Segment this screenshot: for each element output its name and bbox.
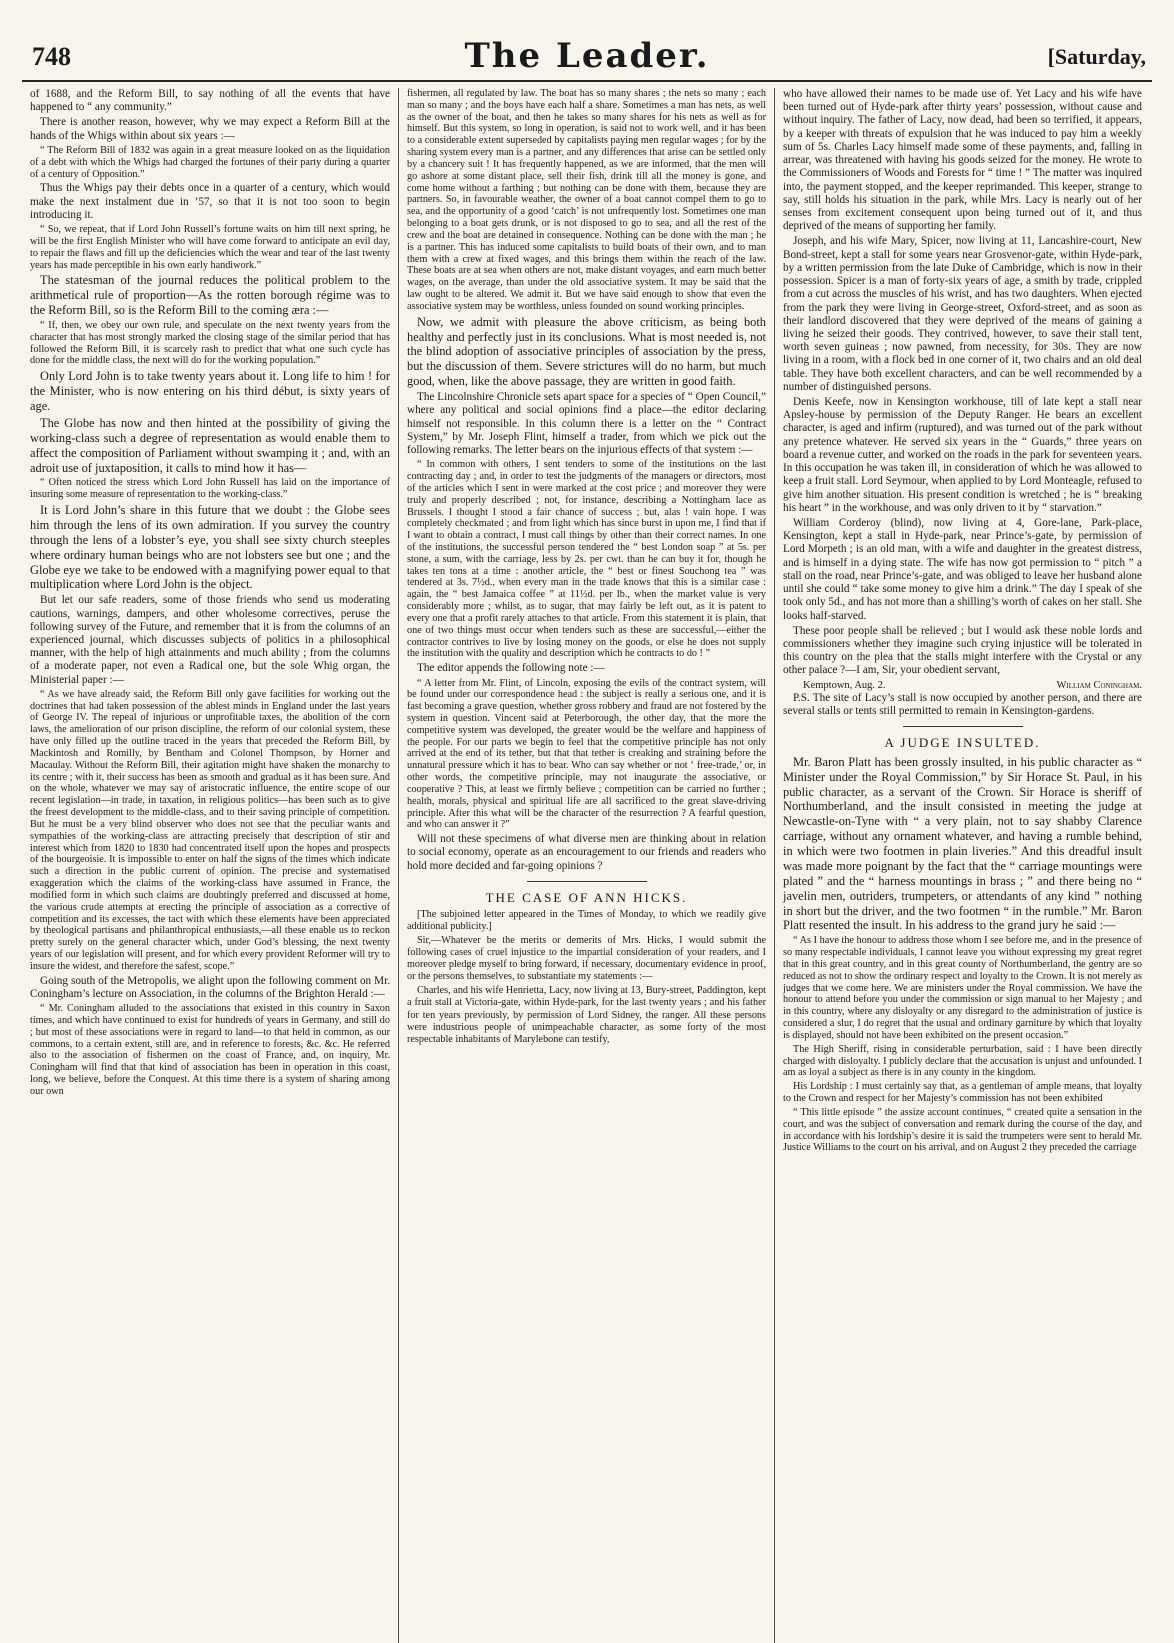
- paragraph: Will not these specimens of what diverse men are thinking about in relation to social economy, operate as an encouragement to our friends and readers who hold more decided and far-going opinions ?: [407, 833, 766, 872]
- column-3: [774, 88, 1150, 1643]
- paragraph: The High Sheriff, rising in considerable perturbation, said : I have been directly charged with disloyalty. I publicly declare that the accusation is unjust and unfounded. I am as loyal a subject as there is in any county in the kingdom.: [783, 1043, 1142, 1079]
- signature: [783, 680, 1142, 692]
- quotation: “ As I have the honour to address those whom I see before me, and in the presence of so many respectable individuals, I cannot leave you without expressing my great regret that in this great country, and in this great county of Northumberland, the gentry are so reduced as not to show the ordinary respect and loyalty to the Crown. It is not merely as judges that we come here. We are ministers under the Royal commission. We have the honour to attend before you under the commission or sign manual to her Majesty ; and in this country, where any disloyalty or any disregard to the administration of justice is considered a slur, I do regret that the usual and ordinary garniture by which that loyalty is displayed, should not have been exhibited on the present occasion.”: [783, 935, 1142, 1041]
- quotation: “ This little episode ” the assize account continues, “ created quite a sensation in the court, and was the subject of conversation and remark during the course of the day, and in accordance with his lordship’s desire it is said the trumpeters were sent to herald Mr. Justice Williams to the court on his arrival, and on August 2 they preceded the carriage: [783, 1106, 1142, 1154]
- quotation: “ If, then, we obey our own rule, and speculate on the next twenty years from the character that has most strongly marked the closing stage of the similar period that has followed the Reform Bill, it is scarcely rash to predict that what one such cycle has done for the middle class, the next will do for the working population.”: [30, 319, 390, 367]
- paragraph: Now, we admit with pleasure the above criticism, as being both healthy and perfectly just in its conclusions. What is most needed is, not the blind adoption of associative principles of association by the press, but the discussion of them. Severe strictures will do no harm, but much good, when, like the above passage, they are written in good faith.: [407, 314, 766, 389]
- letter-paragraph: Denis Keefe, now in Kensington workhouse, till of late kept a stall near Apsley-house by permission of the Deputy Ranger. He bears an excellent character, is aged and infirm (ruptured), and was turned out of the park without any pretence whatever. He served six years in the “ Guards,” three years on board a revenue cutter, and worked on the roads in the park for seventeen years. In this occupation he was taken ill, in consideration of which he was allowed to keep a fruit stall. Lord Seymour, when applied to by Lord Monteagle, refused to give him another situation. His present condition is wretched ; he is “ breaking his heart ” in the workhouse, and was only driven to it by “ starvation.”: [783, 396, 1142, 514]
- paragraph: The Globe has now and then hinted at the possibility of giving the working-class such a degree of representation as would enable them to affect the composition of Parliament without swamping it ; and, with an adroit use of juxtaposition, it calls to mind how it has—: [30, 415, 390, 475]
- paragraph: The Lincolnshire Chronicle sets apart space for a species of “ Open Council,” where any political and social opinions find a place—the editor declaring himself not responsible. In this column there is a letter on the “ Contract System,” by Mr. Joseph Flint, himself a trader, from which we pick out the following remarks. The letter bears on the injurious effects of that system :—: [407, 391, 766, 456]
- column-2: [398, 88, 774, 1643]
- quotation: “ So, we repeat, that if Lord John Russell’s fortune waits on him till next spring, he will be the first English Minister who will have come forward to anticipate an evil day, to repair the flaws and fill up the deficiencies which the wear and tear of the last twenty years has made perceptible in his own early handiwork.”: [30, 224, 390, 271]
- section-heading: A JUDGE INSULTED.: [884, 735, 1041, 751]
- quotation: “ A letter from Mr. Flint, of Lincoln, exposing the evils of the contract system, will be found under our correspondence head : the subject is really a serious one, and it is fast becoming a grave question, whether gross robbery and fraud are not fostered by the system in question. Vincent said at Peterborough, the other day, that the more the competitive system was developed, the greater would be the welfare and happiness of the people. For our parts we begin to feel that the competitive principle has not only arrived at the end of its tether, but that that tether is creaking and straining before the unnatural pressure which it has to bear. Who can say whether or not ‘ free-trade,’ or, in other words, the competitive principle, may not inaugurate the associative, or cooperative ? This, at least we firmly believe ; competition can be carried no further ; health, morals, physical and spiritual life are all sacrificed to the great slave-driving principle. After this what will be the character of the resurrection ? A fearful question, and who can answer it ?”: [407, 677, 766, 831]
- letter-paragraph: These poor people shall be relieved ; but I would ask these noble lords and commissioners whether they imagine such crying injustice will be tolerated in this country on the plea that the stalls might interfere with the Crystal or any other palace ?—I am, Sir, your obedient servant,: [783, 624, 1142, 677]
- editorial-note: [The subjoined letter appeared in the Times of Monday, to which we readily give additional publicity.]: [407, 909, 766, 933]
- quotation: “ Mr. Coningham alluded to the associations that existed in this country in Saxon times, and which have continued to exist for hundreds of years in Germany, and still do ; but most of these associations were in regard to land—to that held in common, as our commons, to a certain extent, still are, and in reference to forests, &c. &c. He referred also to the association of fishermen on the coast of France, and, on inquiry, Mr. Coningham will find that that kind of association has been in operation in this coast, long, we believe, before the Conquest. At this time there is a system of sharing among our own: [30, 1003, 390, 1097]
- quotation: “ Often noticed the stress which Lord John Russell has laid on the importance of insuring some measure of representation to the working-class.”: [30, 477, 390, 501]
- paragraph: The editor appends the following note :—: [417, 662, 605, 675]
- paragraph: But let our safe readers, some of those friends who send us moderating cautions, warnings, dampers, and other wholesome correctives, peruse the following survey of the Future, and remember that it is from the columns of an experienced journal, which discusses subjects of politics in a philosophical manner, with the help of high attainments and much ability ; from the columns of a moderate paper, not even a Radical one, but the sole Whig organ, the Ministerial paper :—: [30, 594, 390, 686]
- quotation: “ In common with others, I sent tenders to some of the institutions on the last contracting day ; and, in order to test the judgments of the managers or directors, most of the articles which I sent in were marked at the cost price ; and moreover they were truly and properly described ; not, for instance, describing a Nottingham lace as Brussels. I thought I stood a fair chance of success ; but, alas ! vain hope. I was completely checkmated ; and from light which has since burst in upon me, I find that if I want to obtain a contract, I must call things by other than their correct names. In one of the institutions, the successful person tendered the “ best London soap ” at 5s. per stone, a sum, with the carriage, less by 2s. per cwt. than he can buy it for, though he takes ten tons at a time : another article, the “ best or finest Souchong tea ” was tendered at 3s. 7½d., when every man in the trade knows that this is a similar case : again, the “ best Jamaica coffee ” at 11½d. per lb., when the market value is very considerably more ; whilst, as to sugar, that may fairly be left out, as it is patent to every one that a profit rarely attaches to that article. From this statement it is plain, that one of two things must occur when tenders such as these are successful,—either the contractor contrives to live by losing money on the goods, or else he does not supply the institution with the quality and description which he contracts to do ! ”: [407, 459, 766, 660]
- letter-paragraph: who have allowed their names to be made use of. Yet Lacy and his wife have been turned out of Hyde-park after thirty years’ possession, without cause and without inquiry. The father of Lacy, now dead, had been so terrified, it appears, by a keeper with threats of expulsion that he was induced to pay him a weekly sum of 5s. Charles Lacy himself made some of these payments, and, falling in arrear, was threatened with having his goods seized for the money. He wrote to the Commissioners of Woods and Forests for “ time ! ” The matter was inquired into, the payment stopped, and the keeper reprimanded. This keeper, strange to say, still holds his situation in the park, while Mrs. Lacy is nearly out of her senses from excitement consequent upon being turned out of it, and thus deprived of the means of supporting her family.: [783, 88, 1142, 233]
- section-heading: THE CASE OF ANN HICKS.: [485, 889, 688, 905]
- newspaper-title: The Leader.: [464, 36, 710, 76]
- signature-name: William Coningham.: [1056, 679, 1142, 691]
- section-rule: [527, 881, 647, 882]
- paragraph: There is another reason, however, why we may expect a Reform Bill at the hands of the Whigs within about six years :—: [30, 116, 390, 142]
- quotation: fishermen, all regulated by law. The boat has so many shares ; the nets so many ; each man so many ; and the boys have each half a share. Sometimes a man has nets, as well as the owner of the boat, and then he takes so many shares for his nets as well as for himself. But this system, so long in operation, is said not to work well, and it has been to a considerable extent superseded by capitalists paying men regular wages ; for by the sharing system every man is a partner, and any differences that arise can be settled only by a chancery suit ! It has frequently happened, as we are informed, that the men will go ashore at some distant place, sell their fish, drink till all the money is gone, and come home without a farthing ; but nothing can be done with them, because they are partners. So, in favourable weather, the owner of a boat cannot compel them to go to sea, and the opportunity of a good ‘catch’ is not unfrequently lost. Sometimes one man belonging to a boat gets drunk, or is not disposed to go to sea, and all the rest of the crew and the boat are detained in consequence. Nothing can be done with the man ; he is a partner. This has induced some capitalists to build boats of their own, and to man them with a crew at fixed wages, and this brings them within the reach of the law. These boats are at sea when others are not, make distant voyages, and earn much better wages, on the average, than under the old associative system. It may be said that the law ought to be altered. We admit it. But we have said enough to show that even the associative system may be worthless, unless founded on sound working principles.: [407, 88, 766, 312]
- issue-day: [Saturday,: [1047, 44, 1146, 69]
- letter-paragraph: Sir,—Whatever be the merits or demerits of Mrs. Hicks, I would submit the following cases of cruel injustice to the impartial consideration of your readers, and I moreover pledge myself to bring forward, if necessary, documentary evidence in proof, or the persons themselves, to substantiate my statements :—: [407, 935, 766, 983]
- paragraph: His Lordship : I must certainly say that, as a gentleman of ample means, that loyalty to the Crown and respect for her Majesty’s commission has not been exhibited: [783, 1081, 1142, 1105]
- letter-paragraph: William Corderoy (blind), now living at 4, Gore-lane, Park-place, Kensington, kept a stall in Hyde-park, near Prince’s-gate, by permission of Lord Morpeth ; is an old man, with a wife and daughter in the greatest distress, and is himself in a dying state. The wife has now got permission to “ pitch ” a stall on the road, near Prince’s-gate, and was obliged to leave her husband alone until she could “ take some money to give him a drink.” The day I speak of she took only 5d., and has not more than a shilling’s worth of cakes on her stall. She looks half-starved.: [783, 517, 1142, 622]
- section-rule: [903, 726, 1023, 727]
- letter-paragraph: Charles, and his wife Henrietta, Lacy, now living at 13, Bury-street, Paddington, kept a fruit stall at Victoria-gate, within Hyde-park, for the last twenty years ; and his father for ten years previously, by permission of Lord Sidney, the ranger. All these persons were industrious people of unimpeachable character, as some forty of the most respectable inhabitants of Marylebone can testify,: [407, 985, 766, 1045]
- quotation: “ The Reform Bill of 1832 was again in a great measure looked on as the liquidation of a debt with which the Whigs had charged the fortunes of their party during a quarter of a century of Opposition.”: [30, 144, 390, 180]
- paragraph: It is Lord John’s share in this future that we doubt : the Globe sees him through the lens of its own admiration. If you survey the country through the lens of a lobster’s eye, you shall see sixty church steeples where ordinary human beings who are not lobsters see but one ; and the Globe eye we take to be endowed with a magnifying power equal to that multiplication where Lord John is the object.: [30, 503, 390, 592]
- paragraph: of 1688, and the Reform Bill, to say nothing of all the events that have happened to “ any community.”: [30, 88, 390, 114]
- signature-place: Kemptown, Aug. 2.: [803, 679, 886, 691]
- paragraph: Only Lord John is to take twenty years about it. Long life to him ! for the Minister, who is now entering on his third début, is sixty years of age.: [30, 369, 390, 414]
- masthead: [22, 30, 1152, 82]
- paragraph: Going south of the Metropolis, we alight upon the following comment on Mr. Coningham’s lecture on Association, in the columns of the Brighton Herald :—: [30, 974, 390, 1000]
- quotation: “ As we have already said, the Reform Bill only gave facilities for working out the doctrines that had taken possession of the ablest minds in England under the last years of George IV. The repeal of injurious or unprofitable taxes, the abolition of the corn laws, the amelioration of our prison discipline, the reform of our colonial system, these have only filled up the outline traced in the years that preceded the Reform Bill, by Mackintosh and Romilly, by Bentham and Colonel Thompson, by Horner and Macaulay. Without the Reform Bill, their agitation might have shaken the monarchy to its centre ; with it, their success has been as smooth and gradual as it has been sure. And on the whole, whatever we may say of aristocratic influence, the entire scope of our recent legislation—in trade, in taxation, in religious politics—has been such as to give the freest development to the middle-class, and to their saving principle of competition. But he must be a very blind observer who does not see that the peculiar wants and sympathies of the working-class are attracting precisely that description of stir and interest which from 1820 to 1830 had concentrated itself upon the hopes and prospects of the bourgeoisie. It is impossible to enter on half the signs of the times which indicate such a direction in the public current of opinion. The precise and systematised exaggeration which the claims of the working-class have assumed in France, the modified form in which such claims are doubtingly preferred and discussed at home, the various crude attempts at erecting the principle of association as a corrective of competition and its excesses, the tact with which these elements have been appreciated by theological partisans and philanthropical enthusiasts,—all these enable us to reckon pretty surely on the general character which, under God’s blessing, the next twenty years of our legislation will present, and for which every provident Reformer will try to insure the widest, and therefore the safest, scope.”: [30, 688, 390, 972]
- postscript: P.S. The site of Lacy’s stall is now occupied by another person, and there are several stalls or tents still permitted to remain in Kensington-gardens.: [783, 692, 1142, 718]
- column-1: [22, 88, 398, 1643]
- columns: [22, 88, 1152, 1643]
- paragraph: Thus the Whigs pay their debts once in a quarter of a century, which would make the next instalment due in ’57, so that it is not too soon to begin introducing it.: [30, 182, 390, 221]
- paragraph: The statesman of the journal reduces the political problem to the arithmetical rule of proportion—As the rotten borough régime was to the Reform Bill, so is the Reform Bill to the coming æra :—: [30, 273, 390, 318]
- letter-paragraph: Joseph, and his wife Mary, Spicer, now living at 11, Lancashire-court, New Bond-street, kept a stall for some years near Grosvenor-gate, within Hyde-park, by a written permission from the late Duke of Cambridge, which is now in their possession. Spicer is a man of forty-six years of age, a smith by trade, crippled from a cut across the muscles of his wrist, and has two daughters. When ejected from the park they were living in George-street, Oxford-street, and as soon as their landlord discovered that they were deprived of the means of gaining a living he seized their goods. They contrived, however, to save their stall tent, worth seven guineas ; now pawned, from necessity, for 30s. They are now living in a room, with a flock bed in one corner of it, two chairs and an old deal table. They have both excellent characters, and can be well recommended by a number of distinguished persons.: [783, 235, 1142, 393]
- paragraph: Mr. Baron Platt has been grossly insulted, in his public character as “ Minister under the Royal Commission,” by Sir Horace St. Paul, in his public character, as a servant of the Crown. Sir Horace is sheriff of Northumberland, and the insult consisted in meeting the judge at Newcastle-on-Tyne with “ a very plain, not to say shabby Clarence carriage, without any ornament whatever, and having a rumble behind, in which were two footmen in plain liveries.” And this dreadful insult was made more poignant by the fact that the “ carriage mountings were plated ” and the “ harness mountings in brass ; ” and there being no “ javelin men, outriders, trumpeters, or attendants of any kind ” nothing in short but the driver, and the two footmen “ in the rumble.” Mr. Baron Platt resented the insult. In his address to the grand jury he said :—: [783, 754, 1142, 933]
- page-number: 748: [32, 42, 71, 71]
